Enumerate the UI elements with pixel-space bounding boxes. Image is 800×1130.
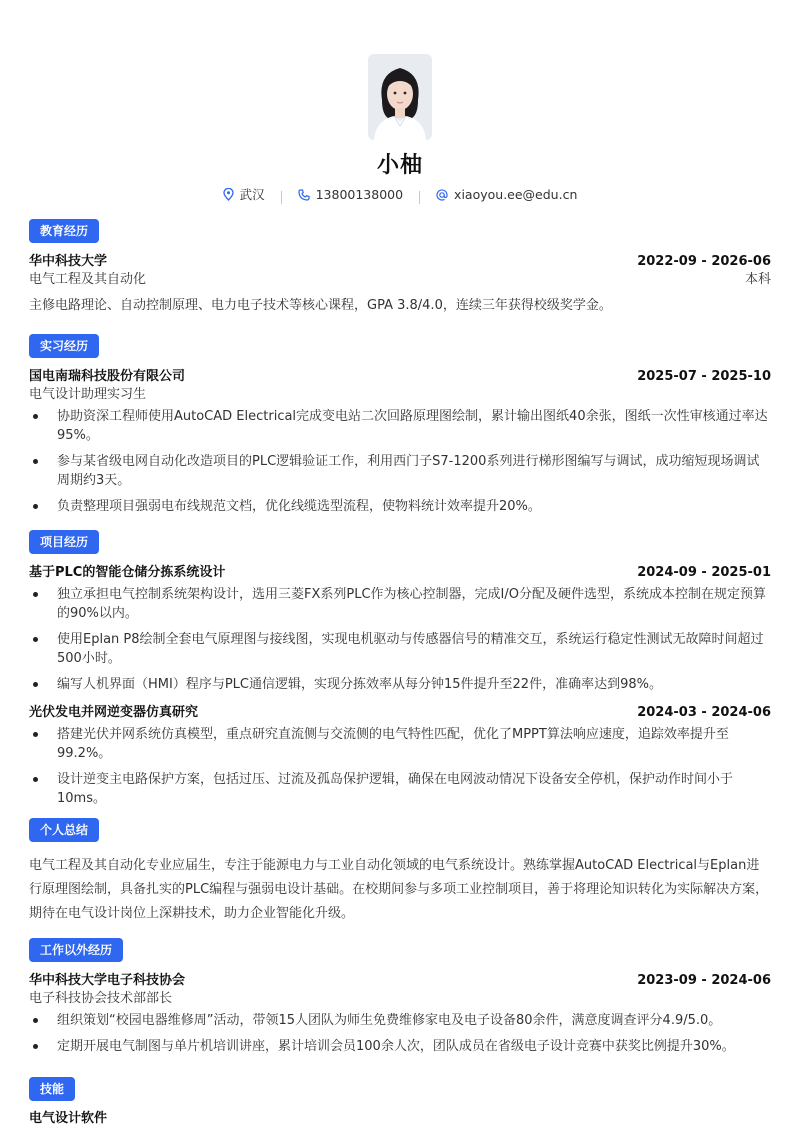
list-item: 使用Eplan P8绘制全套电气原理图与接线图，实现电机驱动与传感器信号的精准交互，系统运行稳定性测试无故障时间超过500小时。 — [29, 630, 771, 668]
list-item: 组织策划“校园电器维修周”活动，带领15人团队为师生免费维修家电及电子设备80余件，满意度调查评分4.9/5.0。 — [29, 1011, 771, 1030]
school-name: 华中科技大学 — [29, 254, 108, 269]
list-item: 参与某省级电网自动化改造项目的PLC逻辑验证工作，利用西门子S7-1200系列进行梯形图编写与调试，成功缩短现场调试周期约3天。 — [29, 452, 771, 490]
degree: 本科 — [744, 272, 771, 287]
extracurricular-date: 2023-09 - 2024-06 — [637, 973, 771, 988]
extracurricular-header-row — [29, 972, 771, 990]
contact-info — [0, 185, 800, 204]
section-tag-skills: 技能 — [29, 1077, 75, 1101]
skills-section — [29, 1077, 771, 1128]
extracurricular-section — [29, 938, 771, 1063]
phone-icon — [298, 189, 310, 201]
list-item: 定期开展电气制图与单片机培训讲座，累计培训会员100余人次，团队成员在省级电子设计竞赛中获奖比例提升30%。 — [29, 1037, 771, 1056]
summary-section — [29, 818, 771, 926]
company-name: 国电南瑞科技股份有限公司 — [29, 369, 186, 384]
skills-header-row — [29, 1110, 771, 1128]
education-description: 主修电路理论、自动控制原理、电力电子技术等核心课程，GPA 3.8/4.0，连续三年获得校级奖学金。 — [29, 298, 612, 313]
education-section — [29, 219, 771, 317]
list-item: 搭建光伏并网系统仿真模型，重点研究直流侧与交流侧的电气特性匹配，优化了MPPT算法响应速度，追踪效率提升至99.2%。 — [29, 725, 771, 763]
section-tag-internship: 实习经历 — [29, 334, 99, 358]
summary-text: 电气工程及其自动化专业应届生，专注于能源电力与工业自动化领域的电气系统设计。熟练掌握AutoCAD Electrical与Eplan进行原理图绘制，具备扎实的PLC编程与强弱电设计基础。在校期间参与多项工业控制项目，善于将理论知识转化为实际解决方案，期待在电气设计岗位上深耕技术，助力企业智能化升级。 — [29, 858, 769, 921]
candidate-name: 小柚 — [376, 153, 423, 178]
avatar — [368, 54, 432, 140]
major: 电气工程及其自动化 — [29, 272, 147, 287]
list-item: 编写人机界面（HMI）程序与PLC通信逻辑，实现分拣效率从每分钟15件提升至22件，准确率达到98%。 — [29, 675, 771, 694]
project-title: 基于PLC的智能仓储分拣系统设计 — [29, 565, 226, 580]
project-header-row — [29, 564, 771, 582]
section-tag-education: 教育经历 — [29, 219, 99, 243]
contact-email — [436, 187, 577, 202]
list-item: 设计逆变主电路保护方案，包括过压、过流及孤岛保护逻辑，确保在电网波动情况下设备安全停机，保护动作时间小于10ms。 — [29, 770, 771, 808]
email-text: xiaoyou.ee@edu.cn — [454, 187, 578, 202]
project-date: 2024-09 - 2025-01 — [637, 565, 771, 580]
section-tag-extracurricular: 工作以外经历 — [29, 938, 123, 962]
contact-divider — [419, 191, 420, 204]
list-item: 负责整理项目强弱电布线规范文档，优化线缆选型流程，使物料统计效率提升20%。 — [29, 497, 771, 516]
projects-section — [29, 530, 771, 815]
resume-header — [0, 54, 800, 204]
internship-role: 电气设计助理实习生 — [29, 387, 147, 402]
list-item: 协助资深工程师使用AutoCAD Electrical完成变电站二次回路原理图绘制，累计输出图纸40余张，图纸一次性审核通过率达95%。 — [29, 407, 771, 445]
project-date: 2024-03 - 2024-06 — [637, 705, 771, 720]
internship-header-row — [29, 368, 771, 386]
location-text: 武汉 — [239, 187, 265, 202]
internship-bullets — [29, 407, 771, 516]
contact-divider — [281, 191, 282, 204]
contact-location — [223, 185, 265, 203]
phone-text: 13800138000 — [315, 187, 404, 202]
internship-sub-row — [29, 386, 771, 404]
location-pin-icon — [223, 188, 234, 201]
internship-date: 2025-07 - 2025-10 — [637, 369, 771, 384]
section-tag-summary: 个人总结 — [29, 818, 99, 842]
project-bullets — [29, 725, 771, 808]
contact-phone — [298, 187, 403, 202]
internship-section — [29, 334, 771, 523]
project-bullets — [29, 585, 771, 694]
project-header-row — [29, 704, 771, 722]
extracurricular-sub-row — [29, 990, 771, 1008]
education-date: 2022-09 - 2026-06 — [637, 254, 771, 269]
email-at-icon — [436, 189, 448, 201]
extracurricular-bullets — [29, 1011, 771, 1056]
section-tag-projects: 项目经历 — [29, 530, 99, 554]
education-header-row — [29, 253, 771, 271]
organization-name: 华中科技大学电子科技协会 — [29, 973, 186, 988]
project-title: 光伏发电并网逆变器仿真研究 — [29, 705, 199, 720]
education-sub-row — [29, 271, 771, 289]
extracurricular-role: 电子科技协会技术部部长 — [29, 991, 173, 1006]
list-item: 独立承担电气控制系统架构设计，选用三菱FX系列PLC作为核心控制器，完成I/O分配及硬件选型，系统成本控制在规定预算的90%以内。 — [29, 585, 771, 623]
skill-category-title: 电气设计软件 — [29, 1111, 108, 1126]
